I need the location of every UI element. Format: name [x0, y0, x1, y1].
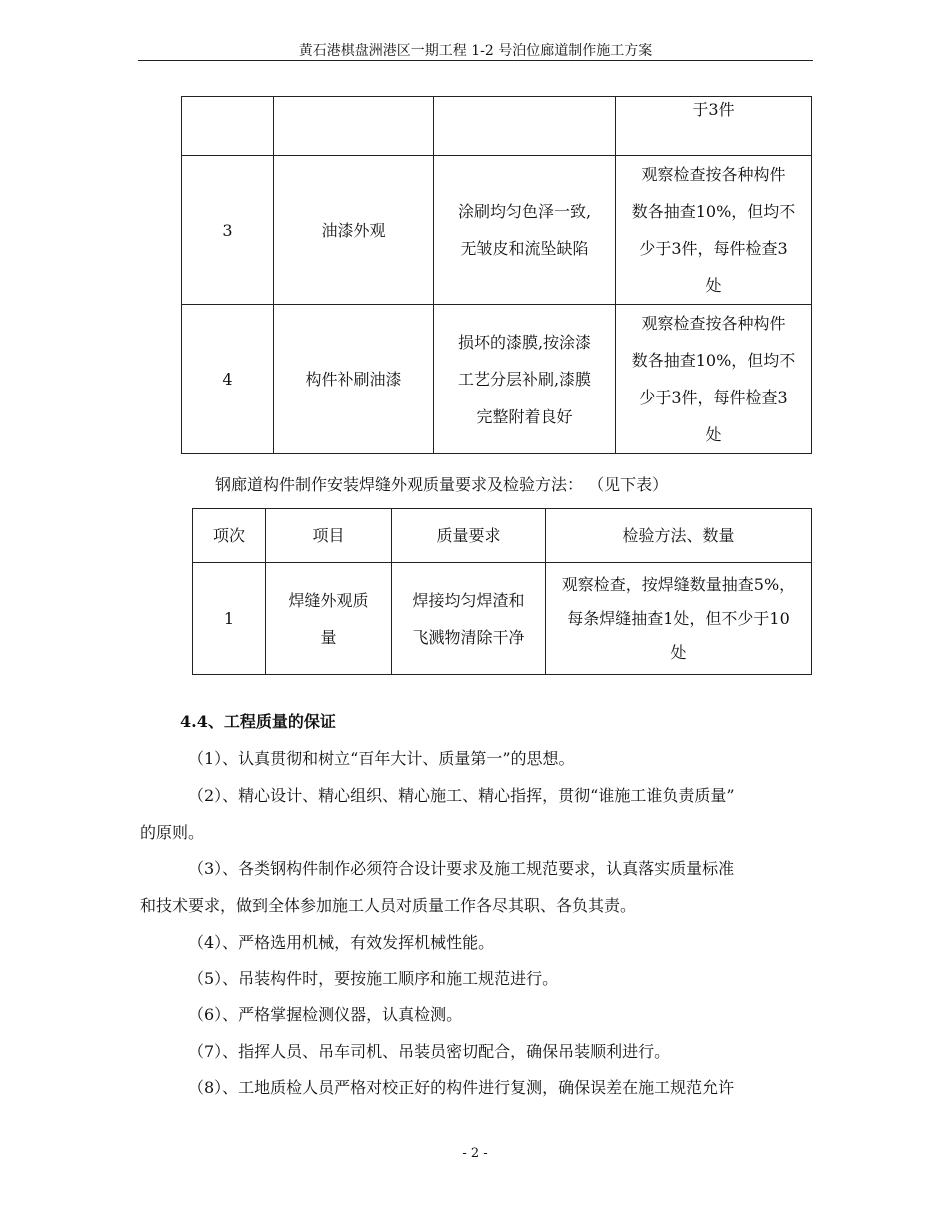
- body-line: 和技术要求，做到全体参加施工人员对质量工作各尽其职、各负其责。: [140, 896, 637, 915]
- page-header: 黄石港棋盘洲港区一期工程 1-2 号泊位廊道制作施工方案: [298, 43, 653, 59]
- table-cell-item: 油漆外观: [274, 156, 434, 305]
- table-cell-method: 于3件: [616, 97, 812, 156]
- body-line: （6）、严格掌握检测仪器，认真检测。: [188, 1005, 463, 1024]
- table-header-item: 项目: [266, 509, 392, 563]
- weld-quality-table: [192, 508, 812, 675]
- table-cell-method: 观察检查按各种构件 数各抽查10%，但均不 少于3件，每件检查3 处: [616, 156, 812, 305]
- table-header-req: 质量要求: [392, 509, 546, 563]
- table-cell-method: 观察检查，按焊缝数量抽查5%， 每条焊缝抽查1处，但不少于10 处: [546, 563, 812, 675]
- table-cell-no: [182, 97, 274, 156]
- body-line: （3）、各类钢构件制作必须符合设计要求及施工规范要求，认真落实质量标准: [188, 859, 735, 878]
- section-heading: 4.4、工程质量的保证: [180, 712, 336, 731]
- body-line: （5）、吊装构件时，要按施工顺序和施工规范进行。: [188, 969, 559, 988]
- table-cell-req: 损坏的漆膜,按涂漆 工艺分层补刷,漆膜 完整附着良好: [434, 305, 616, 454]
- table-cell-method: 观察检查按各种构件 数各抽查10%，但均不 少于3件，每件检查3 处: [616, 305, 812, 454]
- paint-quality-table: [181, 96, 812, 454]
- table-cell-item: 构件补刷油漆: [274, 305, 434, 454]
- body-line: （8）、工地质检人员严格对校正好的构件进行复测，确保误差在施工规范允许: [188, 1078, 735, 1097]
- table-cell-req: 涂刷均匀色泽一致, 无皱皮和流坠缺陷: [434, 156, 616, 305]
- table-header-method: 检验方法、数量: [546, 509, 812, 563]
- table-intro: 钢廊道构件制作安装焊缝外观质量要求及检验方法： （见下表）: [215, 475, 669, 494]
- body-line: （2）、精心设计、精心组织、精心施工、精心指挥，贯彻“谁施工谁负责质量”: [188, 786, 735, 805]
- table-cell-req: 焊接均匀焊渣和 飞溅物清除干净: [392, 563, 546, 675]
- table-row: [182, 156, 812, 305]
- table-cell-item: 焊缝外观质 量: [266, 563, 392, 675]
- table-row: [182, 97, 812, 156]
- header-rule: [138, 60, 813, 61]
- table-header-row: [193, 509, 812, 563]
- table-cell-req: [434, 97, 616, 156]
- table-cell-no: 4: [182, 305, 274, 454]
- body-line: （4）、严格选用机械，有效发挥机械性能。: [188, 933, 495, 952]
- table-cell-no: 1: [193, 563, 266, 675]
- table-row: [182, 305, 812, 454]
- table-header-no: 项次: [193, 509, 266, 563]
- body-line: （7）、指挥人员、吊车司机、吊装员密切配合，确保吊装顺利进行。: [188, 1042, 671, 1061]
- table-row: [193, 563, 812, 675]
- body-line: 的原则。: [140, 823, 205, 842]
- table-cell-item: [274, 97, 434, 156]
- page-number: - 2 -: [462, 1146, 488, 1161]
- body-line: （1）、认真贯彻和树立“百年大计、质量第一”的思想。: [188, 749, 575, 768]
- table-cell-no: 3: [182, 156, 274, 305]
